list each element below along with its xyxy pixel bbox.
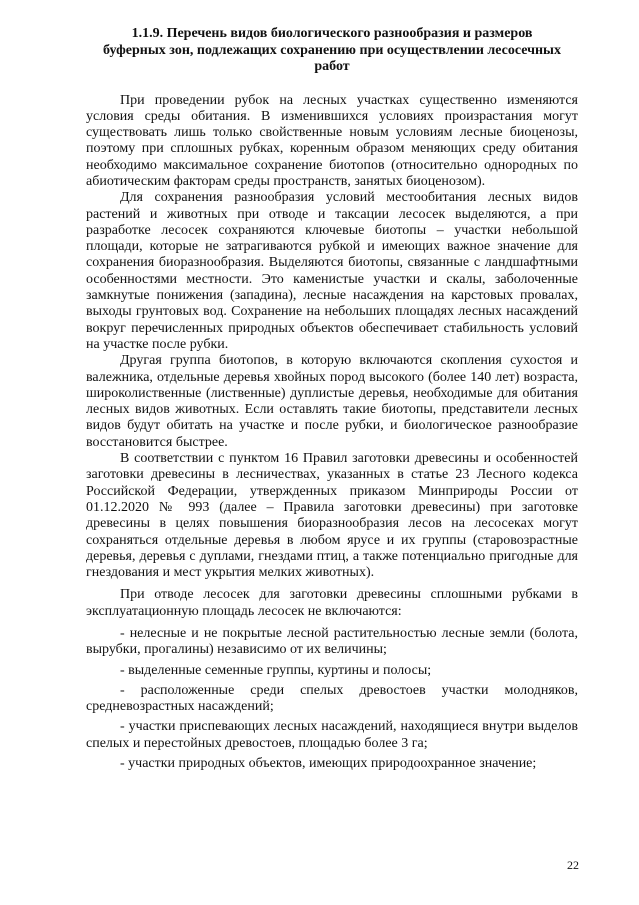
section-title-line: 1.1.9. Перечень видов биологического разнообразия и размеров [131,26,533,41]
body-paragraph: В соответствии с пунктом 16 Правил заготовки древесины и особенностей заготовки древесины в лесничествах, указанных в статье 23 Лесного кодекса Российской Федерации, утвержденных приказом Минприроды России от 01.12.2020 № 993 (далее – Правила заготовки древесины) при заготовке древесины в целях повышения биоразнообразия лесов на лесосеках могут сохраняться отдельные деревья в любом ярусе и их группы (старовозрастные деревья, деревья с дуплами, гнездами птиц, а также потенциально пригодные для гнездования и мест укрытия мелких животных). [86,451,578,581]
section-title-line: буферных зон, подлежащих сохранению при осуществлении лесосечных [102,42,561,58]
exclusion-list [86,626,578,772]
body-paragraph: Другая группа биотопов, в которую включаются скопления сухостоя и валежника, отдельные деревья хвойных пород высокого (более 140 лет) возраста, широколиственные (лиственные) дуплистые деревья, необходимые для обитания лесных видов животных. Если оставлять такие биотопы, представители лесных видов будут обитать на участке и после рубки, и биологическое разнообразие восстановится быстрее. [86,353,578,450]
section-title [86,26,578,76]
document-page [86,26,578,776]
list-item: - выделенные семенные группы, куртины и полосы; [120,662,432,678]
body-paragraph: При проведении рубок на лесных участках существенно изменяются условия среды обитания. В изменившихся условиях произрастания могут существовать лишь только свойственные новым условиям лесные биоценозы, поэтому при сплошных рубках, коренным образом меняющих среду обитания необходимо максимальное сохранение биотопов (относительно однородных по абиотическим факторам среды пространств, занятых биоценозом). [86,92,578,189]
list-item: - участки природных объектов, имеющих природоохранное значение; [120,756,537,772]
list-item: - нелесные и не покрытые лесной растительностью лесные земли (болота, вырубки, прогалины) независимо от их величины; [86,626,578,658]
list-item: - участки приспевающих лесных насаждений, находящиеся внутри выделов спелых и перестойных древостоев, площадью более 3 га; [86,719,578,751]
section-title-line: работ [314,59,350,74]
page-number: 22 [567,858,579,872]
list-item: - расположенные среди спелых древостоев участки молодняков, средневозрастных насаждений; [86,682,578,715]
body-paragraph: Для сохранения разнообразия условий местообитания лесных видов растений и животных при отводе и таксации лесосек выделяются, а при разработке лесосек сохраняются ключевые биотопы – участки небольшой площади, которые не затрагиваются рубкой и имеющих важное значение для сохранения биоразнообразия. Выделяются биотопы, связанные с ландшафтными особенностями местности. Это каменистые участки и скалы, заболоченные замкнутые понижения (западина), лесные насаждения на карстовых провалах, выходы грунтовых вод. Сохранение на небольших площадях лесных насаждений вокруг перечисленных природных объектов обеспечивает стабильность условий на участке после рубки. [86,190,578,352]
body-paragraph: При отводе лесосек для заготовки древесины сплошными рубками в эксплуатационную площадь лесосек не включаются: [86,587,578,619]
